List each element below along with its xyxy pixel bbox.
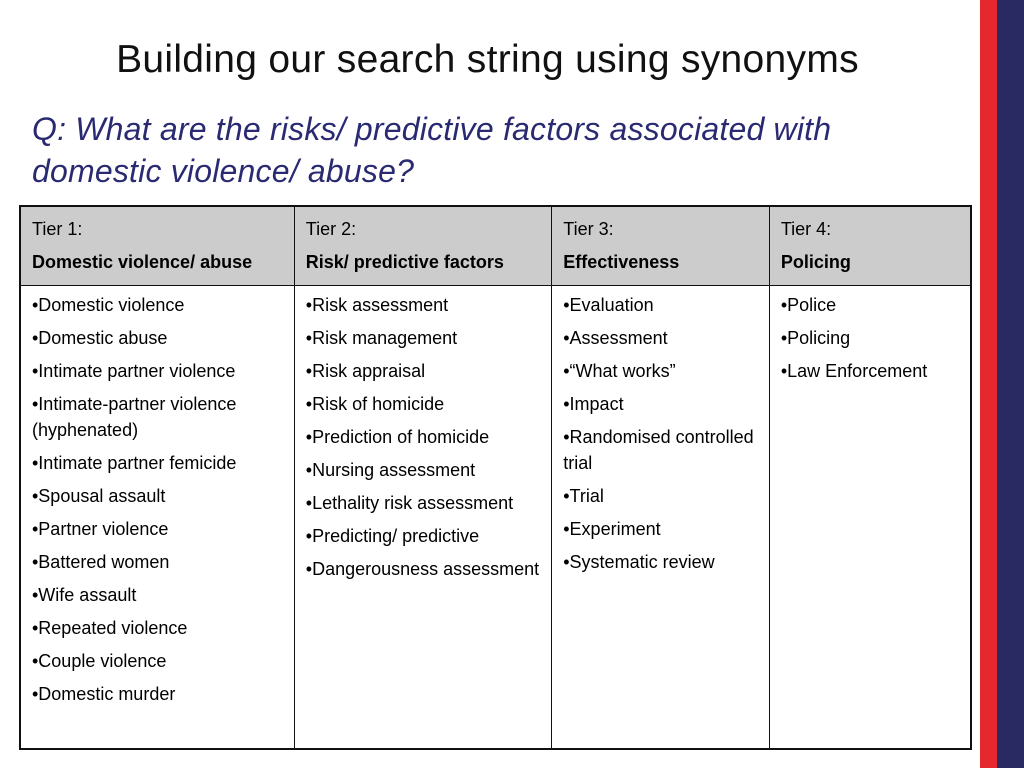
accent-stripe-red	[980, 0, 997, 768]
list-item: •Risk of homicide	[305, 394, 445, 414]
list-item: •Systematic review	[563, 552, 715, 572]
list-item: •Spousal assault	[32, 486, 166, 506]
tier-4-terms-cell	[769, 286, 971, 750]
tier-3-label: Tier 3:	[563, 219, 614, 239]
list-item: •Assessment	[563, 328, 668, 348]
list-item: •Couple violence	[32, 651, 167, 671]
research-question: Q: What are the risks/ predictive factors associated with domestic violence/ abuse?	[32, 111, 832, 189]
tier-1-terms-cell	[20, 286, 294, 750]
list-item: •Dangerousness assessment	[305, 559, 540, 579]
table-body-row	[20, 286, 971, 750]
list-item: •Police	[780, 295, 837, 315]
list-item: •Wife assault	[32, 585, 137, 605]
tier-4-heading: Policing	[780, 252, 851, 272]
list-item: •Lethality risk assessment	[305, 493, 514, 513]
tier-2-terms-cell	[294, 286, 551, 750]
tier-3-heading: Effectiveness	[563, 252, 680, 272]
slide-title: Building our search string using synonyms	[116, 38, 859, 81]
list-item: •Risk appraisal	[305, 361, 426, 381]
accent-stripe-navy	[997, 0, 1024, 768]
tier-1-label: Tier 1:	[32, 219, 83, 239]
list-item: •Intimate partner femicide	[32, 453, 237, 473]
list-item: •Domestic violence	[32, 295, 185, 315]
tier-2-term-list	[306, 292, 541, 582]
table-header-row	[20, 206, 971, 286]
tier-1-term-list	[32, 292, 284, 707]
list-item: •Intimate-partner violence (hyphenated)	[32, 394, 237, 440]
tier-2-header	[294, 206, 551, 286]
tier-3-term-list	[563, 292, 759, 575]
list-item: •Intimate partner violence	[32, 361, 236, 381]
tier-2-label: Tier 2:	[305, 219, 357, 239]
list-item: •Battered women	[32, 552, 170, 572]
list-item: •Experiment	[563, 519, 661, 539]
tier-2-heading: Risk/ predictive factors	[305, 252, 504, 272]
list-item: •Repeated violence	[32, 618, 188, 638]
list-item: •“What works”	[563, 361, 676, 381]
list-item: •Risk assessment	[305, 295, 449, 315]
tier-1-header	[20, 206, 294, 286]
tier-4-header	[769, 206, 971, 286]
list-item: •Risk management	[305, 328, 458, 348]
tier-3-header	[552, 206, 770, 286]
tier-4-label: Tier 4:	[780, 219, 832, 239]
tier-4-term-list	[781, 292, 960, 384]
list-item: •Domestic murder	[32, 684, 176, 704]
list-item: •Prediction of homicide	[305, 427, 490, 447]
list-item: •Policing	[780, 328, 851, 348]
list-item: •Trial	[563, 486, 604, 506]
list-item: •Domestic abuse	[32, 328, 168, 348]
tier-3-terms-cell	[552, 286, 770, 750]
list-item: •Randomised controlled trial	[563, 427, 754, 473]
tier-1-heading: Domestic violence/ abuse	[32, 252, 253, 272]
list-item: •Evaluation	[563, 295, 654, 315]
list-item: •Nursing assessment	[305, 460, 476, 480]
synonym-table	[19, 205, 972, 750]
list-item: •Impact	[563, 394, 624, 414]
list-item: •Partner violence	[32, 519, 169, 539]
list-item: •Predicting/ predictive	[305, 526, 480, 546]
list-item: •Law Enforcement	[780, 361, 928, 381]
